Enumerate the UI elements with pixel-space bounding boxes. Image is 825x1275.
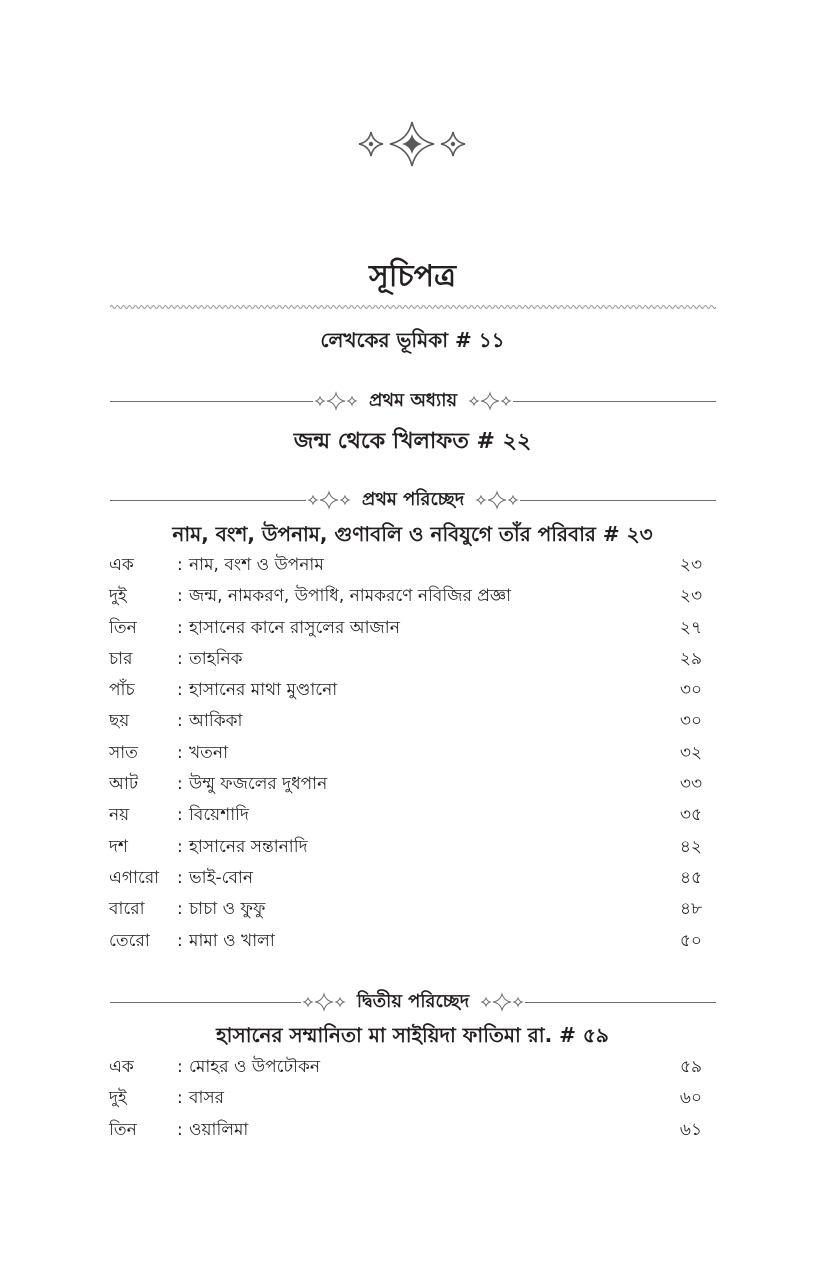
divider-rule-left <box>110 1002 301 1003</box>
toc-item-page: ৩০ <box>679 711 702 732</box>
toc-item-page: ৪৫ <box>679 867 702 888</box>
toc-row <box>109 616 702 647</box>
toc-row <box>109 1055 702 1086</box>
toc-row <box>109 584 702 615</box>
toc-item-title: আকিকা <box>189 711 243 732</box>
separator-colon: : <box>177 867 183 888</box>
toc-item-number: তিন <box>109 617 137 638</box>
separator-colon: : <box>177 742 183 763</box>
separator-colon: : <box>177 930 183 951</box>
separator-colon: : <box>177 774 183 795</box>
separator-colon: : <box>177 899 183 920</box>
toc-item-number: আট <box>109 774 139 795</box>
chapter-label: প্রথম অধ্যায় <box>368 389 458 411</box>
toc-item-number: দুই <box>109 586 127 607</box>
toc-list <box>109 1055 702 1149</box>
toc-item-page: ৩০ <box>679 680 702 701</box>
toc-item-title: নাম, বংশ ও উপনাম <box>189 555 324 575</box>
toc-item-title: তাহনিক <box>189 648 243 669</box>
section-divider <box>110 988 716 1016</box>
toc-item-number: তিন <box>109 1119 137 1140</box>
separator-colon: : <box>177 648 183 669</box>
toc-item-title: হাসানের মাথা মুণ্ডানো <box>189 680 338 701</box>
toc-item-title: হাসানের কানে রাসুলের আজান <box>189 617 400 638</box>
separator-colon: : <box>177 1119 183 1140</box>
section-divider <box>110 486 716 514</box>
toc-item-title: হাসানের সন্তানাদি <box>189 836 308 857</box>
toc-item-number: এক <box>109 1057 134 1077</box>
divider-rule-right <box>513 401 716 402</box>
toc-item-number: দুই <box>109 1088 127 1109</box>
toc-item-page: ৪৮ <box>679 899 702 920</box>
star-ornament-icon <box>301 992 347 1012</box>
toc-item-number: তেরো <box>109 930 150 951</box>
toc-item-title: খতনা <box>189 742 228 763</box>
toc-item-number: এগারো <box>109 867 160 888</box>
section-label: প্রথম পরিচ্ছেদ <box>361 488 465 510</box>
toc-item-page: ২৩ <box>679 586 702 607</box>
separator-colon: : <box>177 711 183 732</box>
toc-item-title: ভাই-বোন <box>189 867 254 888</box>
toc-row <box>109 647 702 678</box>
toc-row <box>109 1086 702 1117</box>
toc-item-number: এক <box>109 555 134 575</box>
toc-item-title: মামা ও খালা <box>189 930 275 951</box>
toc-row <box>109 866 702 897</box>
toc-item-page: ৫৯ <box>679 1057 702 1077</box>
toc-item-page: ২৩ <box>679 555 702 575</box>
separator-colon: : <box>177 805 183 826</box>
toc-item-title: মোহর ও উপঢৌকন <box>189 1057 321 1077</box>
toc-item-number: দশ <box>109 836 128 857</box>
separator-colon: : <box>177 617 183 638</box>
toc-item-page: ৫০ <box>679 930 702 951</box>
separator-colon: : <box>177 555 183 575</box>
wavy-divider <box>110 302 716 312</box>
toc-row <box>109 741 702 772</box>
toc-item-title: ওয়ালিমা <box>189 1119 249 1140</box>
toc-row <box>109 678 702 709</box>
toc-item-title: জন্ম, নামকরণ, উপাধি, নামকরণে নবিজির প্রজ্ঞা <box>189 586 512 607</box>
divider-rule-left <box>110 500 306 501</box>
section-heading: নাম, বংশ, উপনাম, গুণাবলি ও নবিযুগে তাঁর পরিবার # ২৩ <box>172 522 653 546</box>
toc-item-page: ৬০ <box>679 1088 702 1109</box>
toc-item-number: চার <box>109 648 133 669</box>
toc-item-page: ৪২ <box>679 836 702 857</box>
star-ornament-icon <box>479 992 525 1012</box>
divider-rule-right <box>525 1002 716 1003</box>
separator-colon: : <box>177 836 183 857</box>
divider-rule-left <box>110 401 313 402</box>
separator-colon: : <box>177 586 183 607</box>
star-ornament-icon <box>313 391 359 411</box>
toc-row <box>109 553 702 584</box>
section-label: দ্বিতীয় পরিচ্ছেদ <box>356 990 470 1012</box>
toc-item-page: ৬১ <box>679 1119 702 1140</box>
divider-rule-right <box>520 500 716 501</box>
star-ornament-icon <box>474 490 520 510</box>
toc-item-page: ৩৫ <box>679 805 702 826</box>
toc-item-number: বারো <box>109 899 145 920</box>
toc-item-page: ৩২ <box>679 742 702 763</box>
toc-item-page: ৩৩ <box>679 774 702 795</box>
toc-item-number: ছয় <box>109 711 130 732</box>
chapter-divider <box>110 387 716 415</box>
toc-row <box>109 929 702 960</box>
toc-row <box>109 803 702 834</box>
toc-item-title: বাসর <box>189 1088 224 1109</box>
author-preface-entry: লেখকের ভূমিকা # ১১ <box>320 328 505 352</box>
star-ornament-icon <box>357 118 467 170</box>
toc-item-page: ২৯ <box>679 648 702 669</box>
toc-row <box>109 1118 702 1149</box>
toc-item-number: নয় <box>109 805 130 826</box>
star-ornament-icon <box>467 391 513 411</box>
chapter-heading: জন্ম থেকে খিলাফত # ২২ <box>293 429 532 454</box>
star-ornament-icon <box>306 490 352 510</box>
separator-colon: : <box>177 1057 183 1077</box>
toc-row <box>109 709 702 740</box>
toc-list <box>109 553 702 960</box>
toc-row <box>109 897 702 928</box>
toc-row <box>109 835 702 866</box>
toc-item-title: উম্মু ফজলের দুধপান <box>189 774 328 795</box>
toc-item-title: বিয়েশাদি <box>189 805 249 826</box>
toc-row <box>109 772 702 803</box>
toc-item-page: ২৭ <box>679 617 702 638</box>
toc-item-title: চাচা ও ফুফু <box>189 899 266 920</box>
separator-colon: : <box>177 680 183 701</box>
separator-colon: : <box>177 1088 183 1109</box>
section-heading: হাসানের সম্মানিতা মা সাইয়িদা ফাতিমা রা. # ৫৯ <box>216 1023 609 1047</box>
page-title: সূচিপত্র <box>369 259 456 294</box>
toc-item-number: পাঁচ <box>109 680 135 701</box>
toc-item-number: সাত <box>109 742 138 763</box>
